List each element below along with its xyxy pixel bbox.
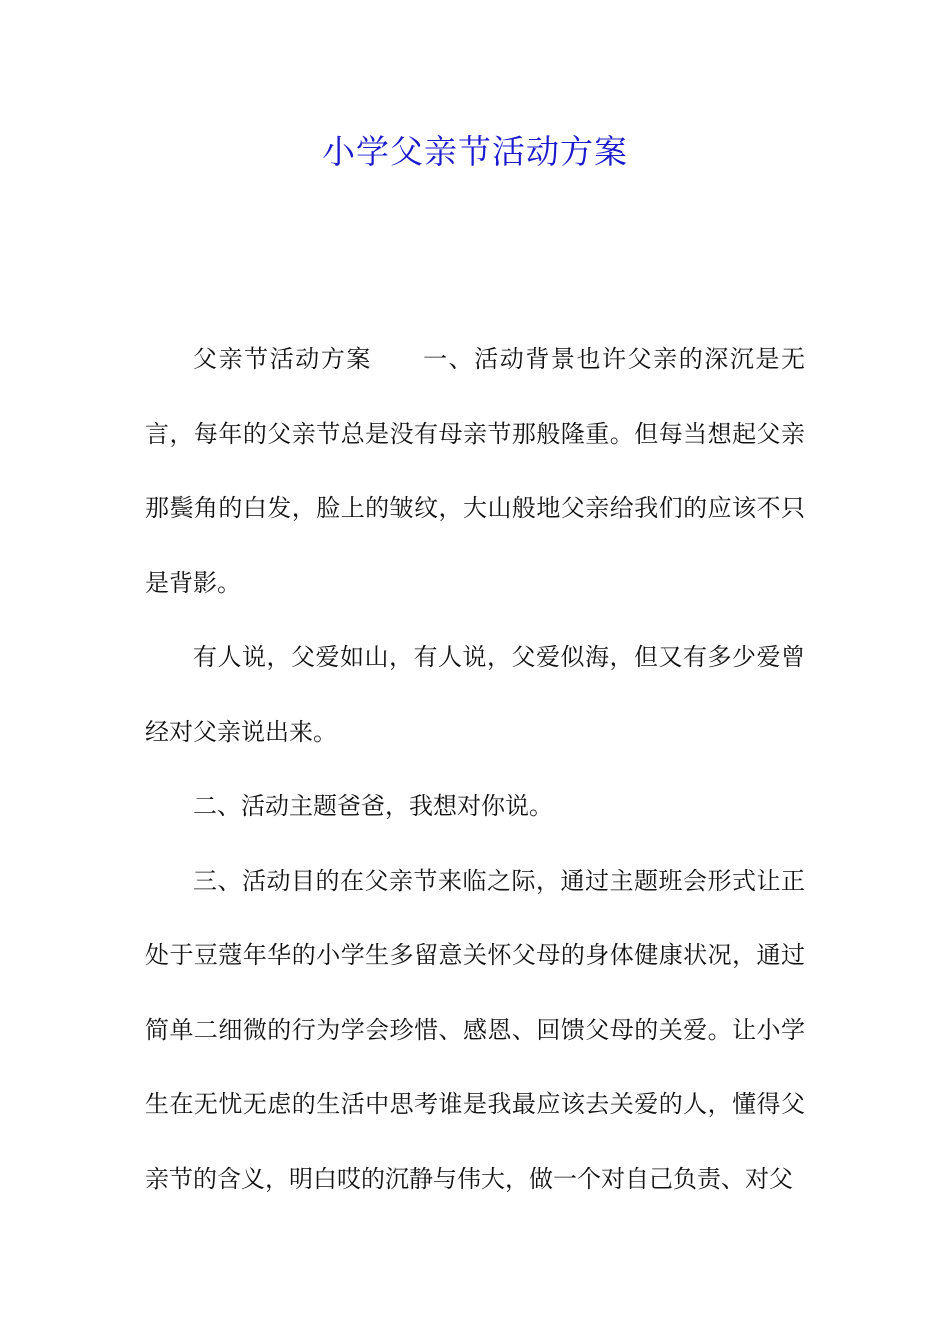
paragraph-background: 父亲节活动方案 一、活动背景也许父亲的深沉是无言，每年的父亲节总是没有母亲节那般隆重。但每当想起父亲那鬓角的白发，脸上的皱纹，大山般地父亲给我们的应该不只是背影。 <box>145 345 805 597</box>
document-body <box>145 322 805 1216</box>
paragraph-purpose: 三、活动目的在父亲节来临之际，通过主题班会形式让正处于豆蔻年华的小学生多留意关怀父母的身体健康状况，通过简单二细微的行为学会珍惜、感恩、回馈父母的关爱。让小学生在无忧无虑的生活中思考谁是我最应该去关爱的人，懂得父亲节的含义，明白哎的沉静与伟大，做一个对自己负责、对父 <box>145 866 805 1193</box>
paragraph-theme: 二、活动主题爸爸，我想对你说。 <box>193 792 553 820</box>
document-title: 小学父亲节活动方案 <box>322 132 628 171</box>
paragraph-fatherly-love: 有人说，父爱如山，有人说，父爱似海，但又有多少爱曾经对父亲说出来。 <box>145 643 805 746</box>
